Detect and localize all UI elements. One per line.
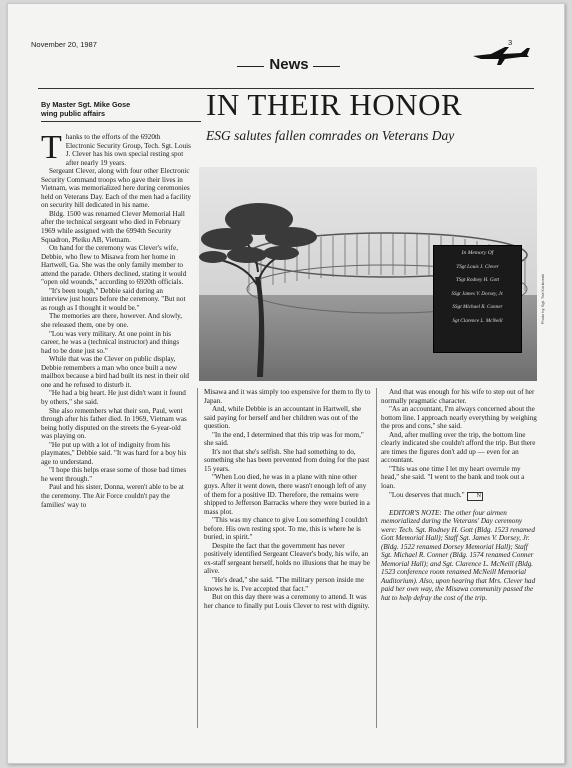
article-paragraph: While that was the Clever on public display, Debbie remembers a man who once built a new mailbox because a bird had built its nest in their old one and he refused to disturb it. — [41, 355, 189, 389]
article-paragraph: Paul and his sister, Donna, weren't able to be at the ceremony. The Air Force couldn't pay the families' way to — [41, 483, 184, 509]
column-divider — [376, 388, 377, 728]
subheadline: ESG salutes fallen comrades on Veterans Day — [206, 128, 455, 143]
article-paragraph: "This was my chance to give Lou something I couldn't before. His own resting spot. To me, this is where he is buried, in spirit." — [204, 516, 368, 542]
section-rule-left — [237, 66, 264, 67]
plaque-name: TSgt Louis J. Clever — [456, 263, 499, 270]
article-column-1 — [41, 129, 191, 509]
article-paragraph: Bldg. 1500 was renamed Clever Memorial Hall after the technical sergeant who died in February 1969 while assigned with the 6994th Security Squadron, Pleiku AB, Vietnam. — [41, 209, 185, 244]
section-rule-right — [313, 66, 340, 67]
article-paragraph: Misawa and it was simply too expensive for them to fly to Japan. — [204, 388, 371, 405]
article-paragraph: Sergeant Clever, along with four other Electronic Security Command troops who gave their lives in Vietnam, was memorialized here during ceremonies held on Veterans Day. Each of the men had a facility on security hill dedicated in his name. — [41, 167, 191, 210]
plaque-title: In Memory Of — [461, 250, 494, 256]
plaque-name: SSgt Michael R. Conner — [452, 304, 503, 310]
plaque-name: SSgt James V. Dorsey, Jr. — [451, 290, 504, 297]
article-paragraph: And, while Debbie is an accountant in Hartwell, she said paying for herself and her children was out of the question. — [204, 405, 362, 431]
drop-cap: T — [41, 129, 62, 166]
byline-rule — [41, 121, 201, 122]
article-paragraph: "When Lou died, he was in a plane with nine other guys. After it went down, there wasn't enough left of any of them for a positive ID. Therefore, the remains were shipped to Jefferson Barracks where they were buried in a mass plot. — [204, 473, 370, 516]
article-paragraph: "Lou was very military. At one point in his career, he was a (technical instructor) and things had to be done just so." — [41, 329, 180, 355]
editors-note: EDITOR'S NOTE: The other four airmen memorialized during the Veterans' Day ceremony were: Tech. Sgt. Rodney H. Gott (Bldg. 1523 renamed Gott Memorial Hall); Staff Sgt. James V. Dorsey, Jr. (Bldg. 1522 renamed Dorsey Memorial Hall); Staff Sgt. Michael R. Conner (Bldg. 1574 renamed Conner Memorial Hall); and Sgt. Clarence L. McNeill (Bldg. 1523 conference room renamed McNeill Memorial Auditorium). Also, upon hearing that Mrs. Clever had paid her own way, the Misawa community passed the hat to help defray the cost of the trip. — [381, 508, 536, 603]
article-paragraph: It's not that she's selfish. She had something to do, something she has been prevented from doing for the past 15 years. — [204, 447, 370, 473]
article-paragraph: "It's been tough," Debbie said during an interview just hours before the ceremony. "But not as rough as I thought it would be." — [41, 286, 186, 312]
newspaper-page — [7, 3, 565, 764]
article-paragraph: Despite the fact that the government has never positively identified Sergeant Cleaver's body, his wife, an ex-staff sergeant herself, holds no illusions that he may be alive. — [204, 541, 370, 576]
plaque-name: TSgt Rodney H. Gott — [455, 277, 500, 283]
article-paragraph: Thanks to the efforts of the 6920th Electronic Security Group, Tech. Sgt. Louis J. Clever has his own special resting spot after nearly 19 years. — [41, 129, 191, 167]
headline: IN THEIR HONOR — [206, 87, 463, 122]
photo-credit: Photo by Sgt. Tod Konkorski — [540, 274, 545, 325]
article-paragraph: On hand for the ceremony was Clever's wife, Debbie, who flew to Misawa from her home in Hartwell, Ga. She was the only family member to attend the parade. Others declined, stating it would "open old wounds," according to 6920th officials. — [41, 244, 187, 287]
article-paragraph: "In the end, I determined that this trip was for mom," she said. — [204, 430, 364, 448]
article-paragraph: "As an accountant, I'm always concerned about the bottom line. I approach nearly everything by weighing the pros and cons," she said. — [381, 405, 537, 431]
column-divider — [197, 388, 198, 728]
article-paragraph: The memories are there, however. And slowly, she released them, one by one. — [41, 312, 182, 330]
byline-unit: wing public affairs — [41, 109, 106, 118]
memorial-plaque — [433, 245, 522, 353]
article-paragraph: And, after mulling over the trip, the bottom line clearly indicated she couldn't afford the trip. But there are times the figures don't add up — even for an accountant. — [381, 430, 536, 465]
article-paragraph: But on this day there was a ceremony to attend. It was her chance to finally put Louis Clever to rest with dignity. — [204, 593, 370, 610]
article-paragraph: "Lou deserves that much." N — [389, 490, 481, 499]
byline — [41, 100, 201, 118]
article-paragraph: "He had a big heart. He just didn't want it found by others," she said. — [41, 389, 186, 406]
article-paragraph: "He put up with a lot of indignity from his playmates," Debbie said. "It was hard for a boy his age to understand. — [41, 440, 187, 466]
article-paragraph: And that was enough for his wife to step out of her normally pragmatic character. — [381, 388, 535, 405]
issue-date: November 20, 1987 — [31, 40, 97, 49]
article-column-3 — [381, 388, 539, 603]
jet-aircraft-icon — [471, 44, 531, 66]
article-paragraph: She also remembers what their son, Paul, went through after his father died. In 1969, Vietnam was being hotly disputed on the streets the 6-year-old was playing on. — [41, 406, 187, 441]
article-column-2 — [204, 388, 372, 610]
page-number: 3 — [508, 38, 513, 47]
article-paragraph: "He's dead," she said. "The military person inside me knows he is. I've accepted that fact." — [204, 576, 365, 593]
article-paragraph: "I hope this helps erase some of those bad times he went through." — [41, 466, 187, 483]
article-paragraph: "This was one time I let my heart overrule my head," she said. "I went to the bank and took out a loan. — [381, 464, 525, 491]
plaque-name: Sgt Clarence L. McNeill — [452, 317, 503, 324]
section-title: News — [269, 56, 309, 73]
end-mark: N — [467, 492, 483, 501]
byline-author: By Master Sgt. Mike Gose — [41, 100, 131, 109]
